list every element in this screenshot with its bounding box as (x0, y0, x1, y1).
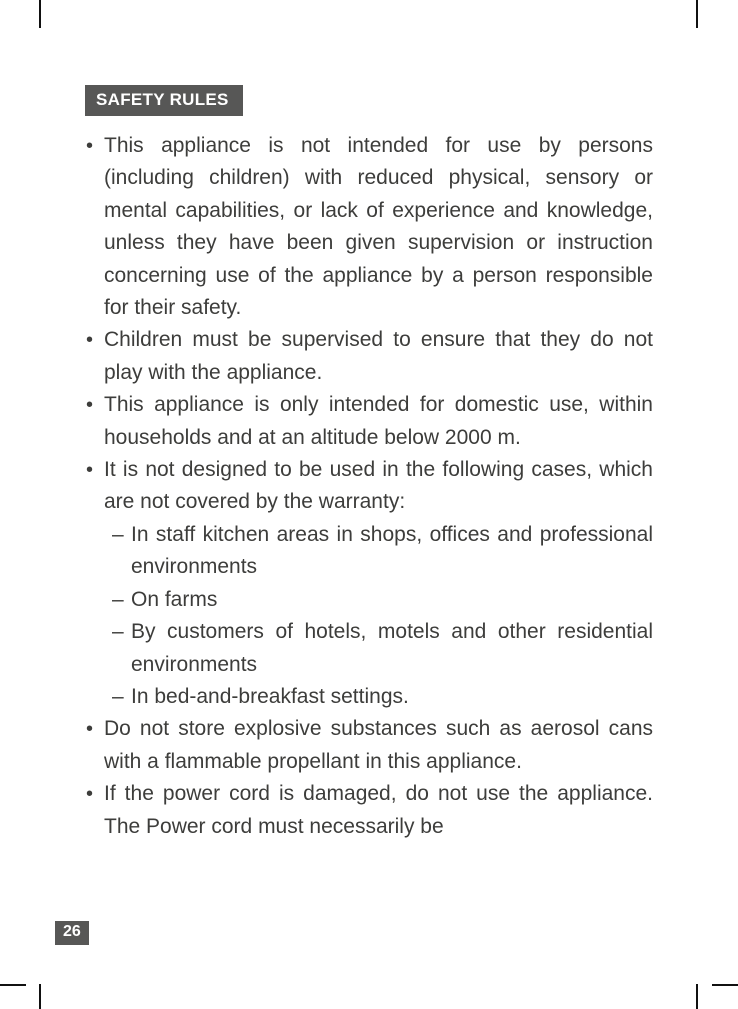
safety-rule-text: This appliance is not intended for use by persons (including children) with reduced physical, sensory or mental capabilities, or lack of experience and knowledge, unless they have been given supervision or instruction concerning use of the appliance by a person responsible for their safety. (104, 134, 653, 320)
safety-rule-text: Do not store explosive substances such as aerosol cans with a flammable propellant in this appliance. (104, 717, 653, 773)
safety-rule-item (85, 324, 653, 389)
safety-rule-item (85, 130, 653, 324)
safety-rule-text: In staff kitchen areas in shops, offices and professional environments (131, 522, 653, 579)
safety-rules-list (85, 130, 653, 843)
bullet-icon: • (86, 459, 94, 482)
crop-mark-bottom-right-horizontal (712, 984, 738, 986)
dash-icon: – (112, 522, 124, 546)
section-header (85, 85, 243, 116)
crop-mark-bottom-left-horizontal (0, 984, 26, 986)
safety-rule-item (85, 778, 653, 843)
safety-rule-item (85, 454, 653, 519)
crop-mark-bottom-left-vertical (39, 984, 41, 1009)
section-header-label: SAFETY RULES (96, 90, 229, 109)
page-number-badge: 26 (55, 921, 89, 945)
safety-rule-subitem (112, 519, 653, 584)
bullet-icon: • (86, 135, 94, 157)
safety-rule-text: On farms (131, 587, 218, 611)
bullet-icon: • (86, 394, 94, 417)
crop-mark-top-left (39, 0, 41, 28)
dash-icon: – (112, 587, 124, 611)
safety-rule-item (85, 389, 653, 454)
dash-icon: – (112, 684, 124, 708)
safety-rule-subitem (112, 681, 653, 713)
safety-rule-subitem (112, 584, 653, 616)
bullet-icon: • (86, 329, 94, 352)
bullet-icon: • (86, 783, 94, 806)
safety-rule-text: If the power cord is damaged, do not use the appliance. The Power cord must necessarily be (104, 782, 653, 838)
safety-rule-text: In bed-and-breakfast settings. (131, 684, 409, 708)
safety-rule-subitem (112, 616, 653, 681)
bullet-icon: • (86, 718, 94, 741)
safety-rule-text: This appliance is only intended for domestic use, within households and at an altitude below 2000 m. (104, 393, 653, 449)
safety-rule-text: Children must be supervised to ensure that they do not play with the appliance. (104, 328, 653, 384)
page-content (85, 85, 653, 843)
safety-rule-item (85, 713, 653, 778)
crop-mark-top-right (696, 0, 698, 28)
safety-rule-text: By customers of hotels, motels and other residential environments (131, 620, 653, 676)
crop-mark-bottom-right-vertical (696, 984, 698, 1009)
dash-icon: – (112, 620, 124, 644)
safety-rule-text: It is not designed to be used in the following cases, which are not covered by the warranty: (104, 458, 653, 514)
